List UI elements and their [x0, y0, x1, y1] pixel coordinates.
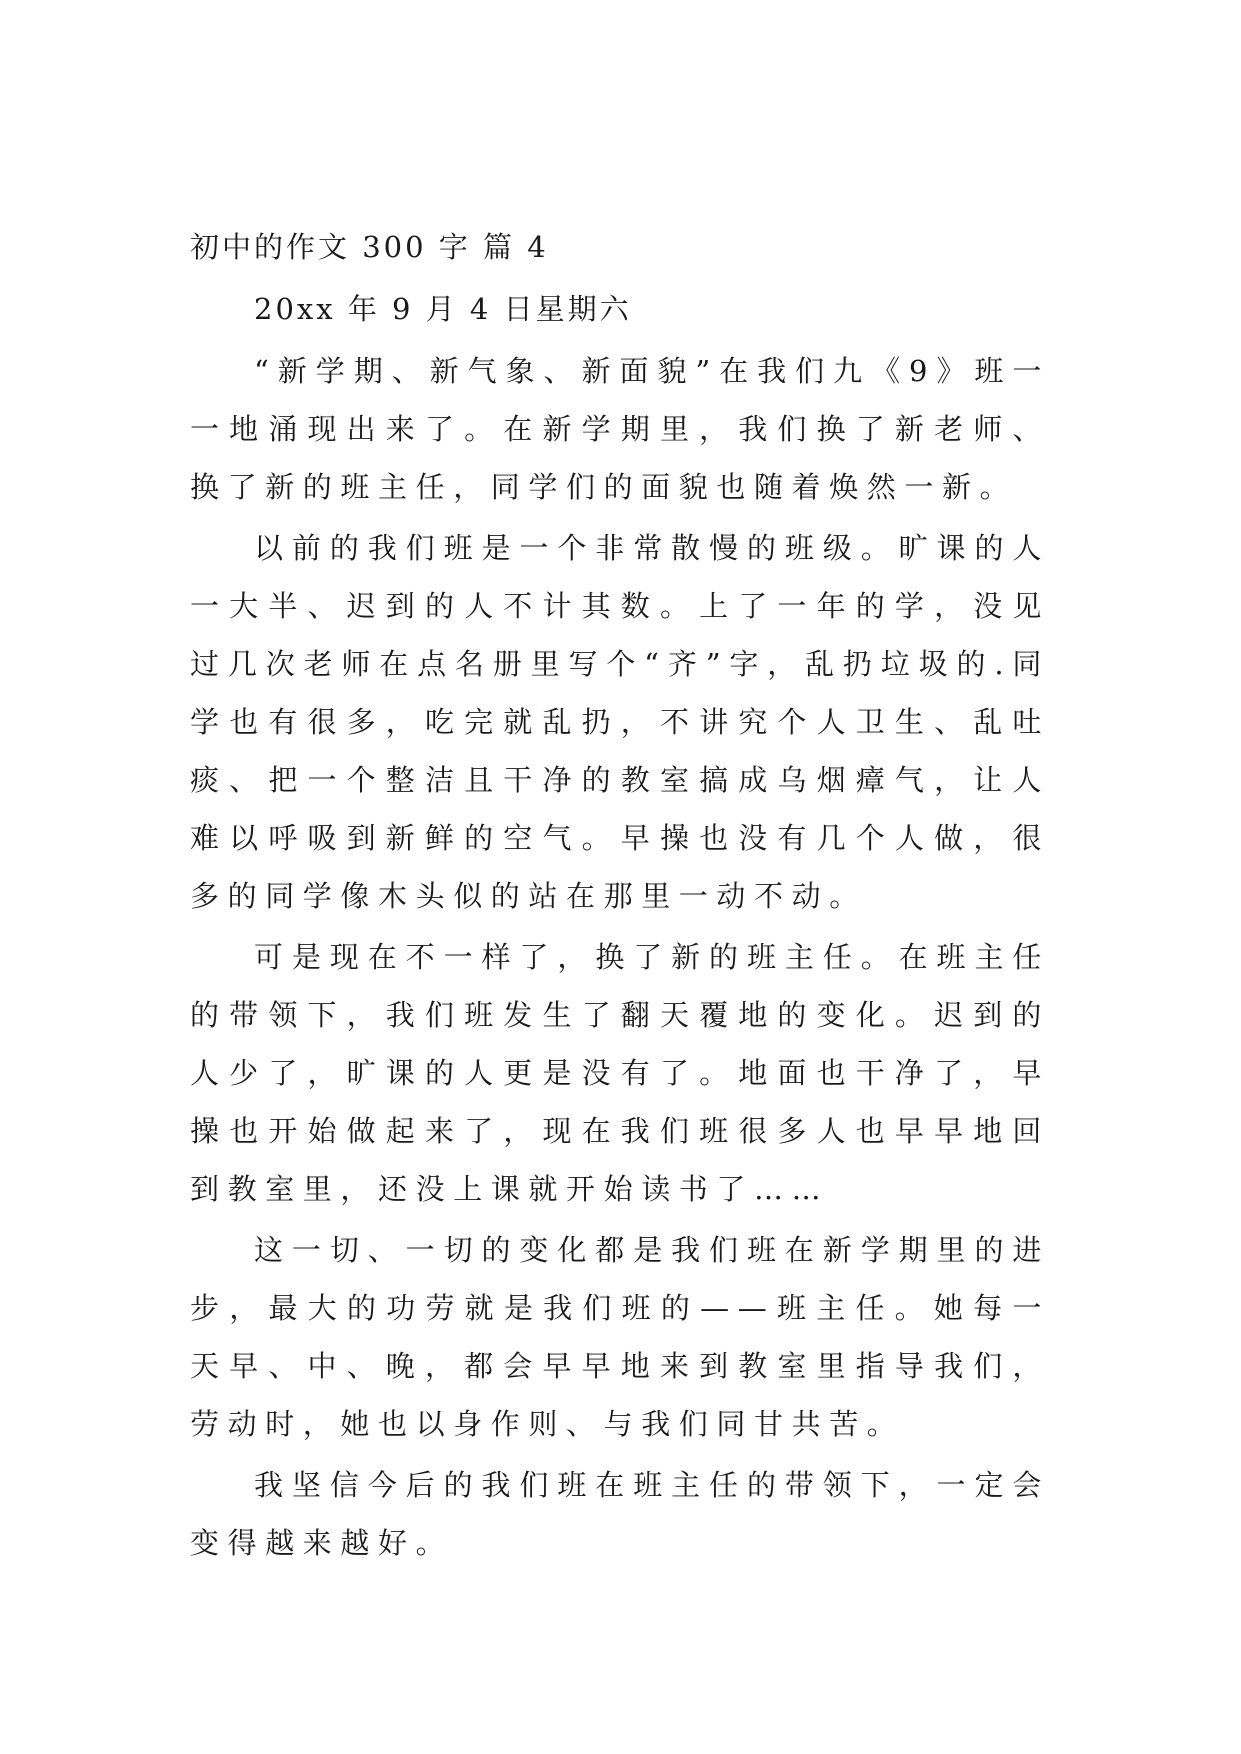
paragraph-4: 这一切、一切的变化都是我们班在新学期里的进步，最大的功劳就是我们班的——班主任。她每一天早、中、晚，都会早早地来到教室里指导我们，劳动时，她也以身作则、与我们同甘共苦。	[190, 1233, 1050, 1441]
paragraph-5: 我坚信今后的我们班在班主任的带领下，一定会变得越来越好。	[190, 1468, 1050, 1560]
paragraph-3: 可是现在不一样了，换了新的班主任。在班主任的带领下，我们班发生了翻天覆地的变化。迟到的人少了，旷课的人更是没有了。地面也干净了，早操也开始做起来了，现在我们班很多人也早早地回到教室里，还没上课就开始读书了……	[190, 940, 1050, 1206]
diary-date: 20xx 年 9 月 4 日星期六	[254, 292, 632, 326]
paragraph-2: 以前的我们班是一个非常散慢的班级。旷课的人一大半、迟到的人不计其数。上了一年的学，没见过几次老师在点名册里写个“齐”字，乱扔垃圾的.同学也有很多，吃完就乱扔，不讲究个人卫生、乱吐痰、把一个整洁且干净的教室搞成乌烟瘴气，让人难以呼吸到新鲜的空气。早操也没有几个人做，很多的同学像木头似的站在那里一动不动。	[190, 531, 1050, 913]
document-title: 初中的作文 300 字 篇 4	[190, 230, 549, 264]
paragraph-1: “新学期、新气象、新面貌”在我们九《9》班一一地涌现出来了。在新学期里，我们换了新老师、换了新的班主任，同学们的面貌也随着焕然一新。	[190, 354, 1050, 504]
document-body	[190, 218, 1050, 1572]
